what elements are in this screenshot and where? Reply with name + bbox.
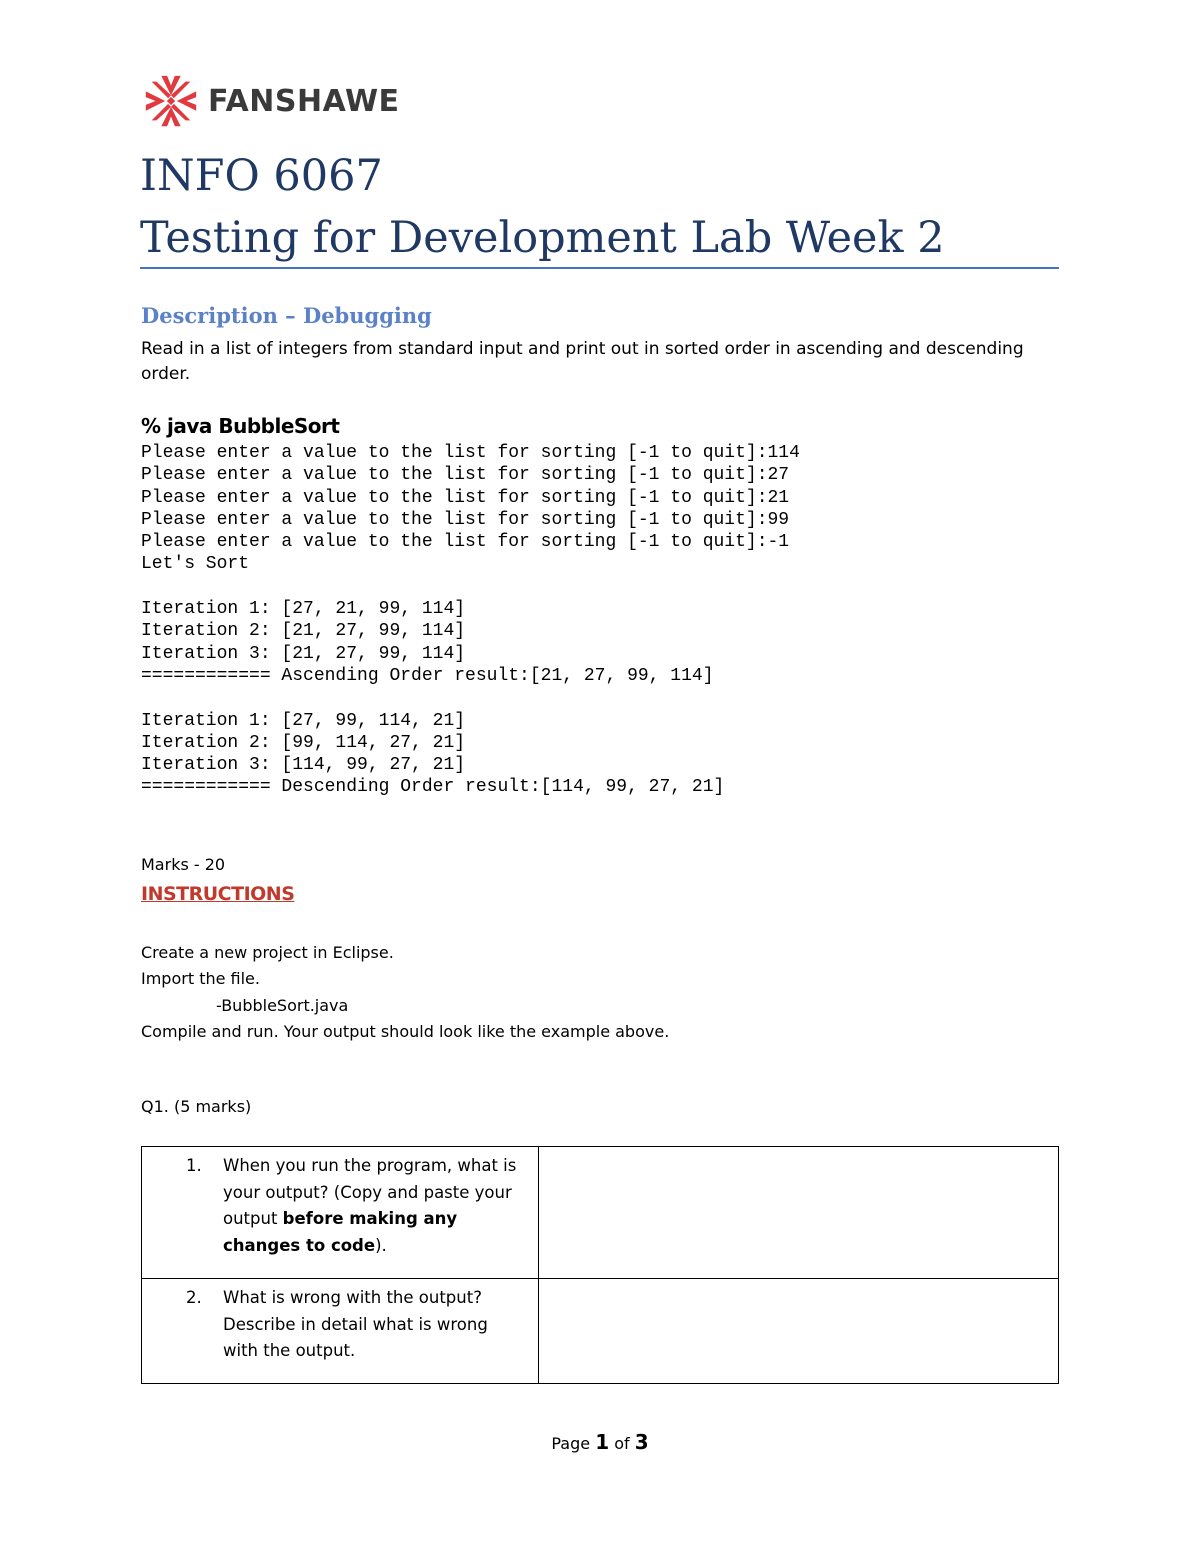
console-line: Iteration 2: [21, 27, 99, 114] bbox=[141, 621, 466, 642]
console-line: Please enter a value to the list for sorting [-1 to quit]:114 bbox=[141, 443, 800, 463]
console-line: Iteration 3: [114, 99, 27, 21] bbox=[141, 755, 466, 776]
table-row bbox=[142, 1147, 1059, 1279]
console-line: Iteration 2: [99, 114, 27, 21] bbox=[141, 732, 466, 753]
question-cell bbox=[142, 1279, 539, 1384]
page-footer: Page 1 of 3 bbox=[551, 1430, 649, 1454]
instruction-steps bbox=[141, 940, 669, 1045]
step-compile-run: Compile and run. Your output should look like the example above. bbox=[141, 1021, 670, 1041]
question-number: 2. bbox=[186, 1288, 202, 1307]
console-line: Let's Sort bbox=[141, 554, 250, 575]
console-line bbox=[141, 576, 800, 598]
console-line: Please enter a value to the list for sorting [-1 to quit]:99 bbox=[141, 509, 790, 530]
question-cell bbox=[142, 1147, 539, 1279]
fanshawe-logo bbox=[140, 70, 400, 132]
console-line: Iteration 1: [27, 21, 99, 114] bbox=[141, 599, 466, 620]
question-number: 1. bbox=[186, 1156, 202, 1175]
q1-label: Q1. (5 marks) bbox=[141, 1097, 252, 1116]
console-line: Iteration 1: [27, 99, 114, 21] bbox=[141, 710, 466, 731]
title-course-code: INFO 6067 bbox=[140, 151, 383, 201]
table-row bbox=[142, 1279, 1059, 1384]
command-line: % java BubbleSort bbox=[141, 414, 340, 438]
page-title bbox=[140, 145, 945, 269]
console-line: ============ Descending Order result:[114, 99, 27, 21] bbox=[141, 777, 725, 798]
description-text: Read in a list of integers from standard input and print out in sorted order in ascending and descending order. bbox=[141, 339, 1024, 384]
console-line bbox=[141, 687, 800, 709]
answer-cell[interactable] bbox=[539, 1147, 1059, 1279]
console-line: Please enter a value to the list for sorting [-1 to quit]:21 bbox=[141, 487, 790, 508]
console-line: ============ Ascending Order result:[21, 27, 99, 114] bbox=[141, 665, 714, 686]
console-line: Iteration 3: [21, 27, 99, 114] bbox=[141, 643, 466, 664]
logo-wordmark: FANSHAWE bbox=[208, 83, 400, 119]
marks-label: Marks - 20 bbox=[141, 855, 226, 874]
console-line: Please enter a value to the list for sorting [-1 to quit]:-1 bbox=[141, 532, 790, 553]
instructions-heading: INSTRUCTIONS bbox=[141, 883, 295, 905]
q1-table bbox=[141, 1146, 1059, 1384]
description-heading: Description – Debugging bbox=[141, 303, 432, 328]
title-lab-name: Testing for Development Lab Week 2 bbox=[140, 213, 945, 263]
title-divider bbox=[140, 267, 1059, 269]
console-line: Please enter a value to the list for sorting [-1 to quit]:27 bbox=[141, 465, 790, 486]
question-text: What is wrong with the output? Describe in detail what is wrong with the output. bbox=[223, 1288, 488, 1360]
current-page-number: 1 bbox=[595, 1430, 610, 1454]
answer-cell[interactable] bbox=[539, 1279, 1059, 1384]
step-create-project: Create a new project in Eclipse. bbox=[141, 943, 394, 962]
console-output bbox=[141, 442, 800, 799]
step-file-name: -BubbleSort.java bbox=[216, 995, 349, 1015]
fanshawe-emblem-icon bbox=[140, 70, 202, 132]
total-pages: 3 bbox=[634, 1430, 649, 1454]
step-import-file: Import the file. bbox=[141, 969, 260, 989]
question-text: When you run the program, what is your output? (Copy and paste your output before making any changes to code). bbox=[223, 1156, 517, 1255]
